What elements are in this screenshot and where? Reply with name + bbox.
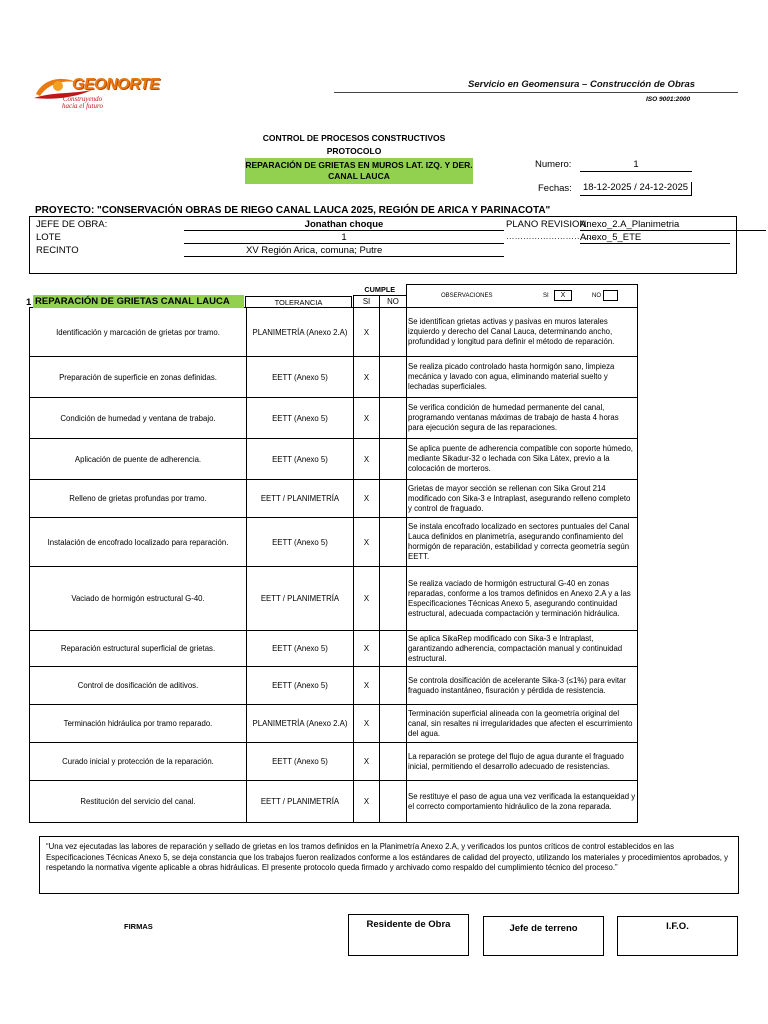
no-cell[interactable] [380,308,407,357]
closing-statement: “Una vez ejecutadas las labores de reparación y sellado de grietas en los tramos definidos en la Planimetría Anexo 2.A, y verificados los puntos críticos de control establecidos en las Especificaciones Técnicas Anexo 5, se deja constancia que los trabajos fueron realizados conforme a los estándares de calidad del proyecto, utilizando los materiales y procedimientos aprobados, y respetando la normativa vigente aplicable a obras hidráulicas. El presente protocolo queda firmado y archivado como respaldo del cumplimiento técnico del proceso.” [39,836,739,894]
firmas-label: FIRMAS [124,922,153,931]
si-cell[interactable]: X [354,567,380,631]
doc-title-line1: CONTROL DE PROCESOS CONSTRUCTIVOS [262,133,446,143]
table-row [30,781,738,823]
blank-cell [638,518,738,567]
no-cell[interactable] [380,567,407,631]
actividad-cell: Terminación hidráulica por tramo reparado. [30,705,247,743]
plano-value-2: Anexo_5_ETE [580,232,730,244]
table-row [30,631,738,667]
logo-tagline-1: Construyendo [62,95,103,103]
actividad-cell: Instalación de encofrado localizado para reparación. [30,518,247,567]
obs-si-label: SI [543,293,549,299]
residente-signature-box[interactable]: Residente de Obra [348,914,469,956]
observacion-cell: La reparación se protege del flujo de agua durante el fraguado inicial, permitiendo el desarrollo adecuado de resistencias. [407,743,638,781]
blank-cell [638,398,738,439]
actividad-cell: Reparación estructural superficial de grietas. [30,631,247,667]
obs-no-checkbox[interactable] [603,290,618,301]
blank-cell [638,781,738,823]
si-cell[interactable]: X [354,518,380,567]
blank-cell [638,667,738,705]
doc-title-line3: REPARACIÓN DE GRIETAS EN MUROS LAT. IZQ. Y DER. CANAL LAUCA [245,158,473,184]
table-row [30,743,738,781]
tolerancia-cell: EETT / PLANIMETRÍA [247,480,354,518]
no-cell[interactable] [380,705,407,743]
logo-tagline-2: hacia el futuro [62,102,103,110]
observacion-cell: Se realiza picado controlado hasta hormigón sano, limpieza mecánica y lavado con agua, eliminando material suelto y lechadas superficiales. [407,357,638,398]
lote-label: LOTE [36,232,61,243]
no-cell[interactable] [380,357,407,398]
observacion-cell: Se identifican grietas activas y pasivas en muros laterales izquierdo y derecho del Canal Lauca, determinando ancho, profundidad y longitud para definir el método de reparación. [407,308,638,357]
si-cell[interactable]: X [354,480,380,518]
table-row [30,480,738,518]
blank-header-cell [638,285,738,308]
observacion-cell: Se aplica SikaRep modificado con Sika-3 e Intraplast, garantizando adherencia, compactación manual y continuidad estructural. [407,631,638,667]
si-cell[interactable]: X [354,398,380,439]
service-title: Servicio en Geomensura – Construcción de Obras [468,79,696,90]
table-row [30,357,738,398]
ifo-signature-box[interactable]: I.F.O. [617,916,738,956]
no-cell[interactable] [380,781,407,823]
blank-cell [638,439,738,480]
tolerancia-cell: EETT (Anexo 5) [247,398,354,439]
observaciones-header [407,285,638,308]
table-row [30,567,738,631]
observacion-cell: Se controla dosificación de acelerante Sika-3 (≤1%) para evitar fraguado instantáneo, fisuración y pérdida de resistencia. [407,667,638,705]
tolerancia-cell: EETT (Anexo 5) [247,631,354,667]
table-row [30,518,738,567]
observacion-cell: Terminación superficial alineada con la geometría original del canal, sin resaltes ni irregularidades que afecten el escurrimiento del agua. [407,705,638,743]
jefe-terreno-signature-box[interactable]: Jefe de terreno [483,916,604,956]
si-header: SI [354,296,380,308]
info-box [29,216,737,274]
numero-label: Numero: [535,159,572,170]
tolerancia-cell: EETT (Anexo 5) [247,439,354,480]
cumple-header: CUMPLE [354,285,407,296]
tolerancia-cell: PLANIMETRÍA (Anexo 2.A) [247,308,354,357]
no-cell[interactable] [380,439,407,480]
observaciones-label: OBSERVACIONES [441,293,493,299]
plano-label: PLANO REVISION: [506,219,589,230]
blank-cell [638,631,738,667]
no-cell[interactable] [380,743,407,781]
no-header: NO [380,296,407,308]
doc-title-line2: PROTOCOLO [326,146,382,156]
observacion-cell: Se restituye el paso de agua una vez verificada la estanqueidad y el correcto comportamiento hidráulico de la zona reparada. [407,781,638,823]
blank-cell [638,308,738,357]
plano-value-1: Anexo_2.A_Planimetria [580,219,766,231]
blank-cell [638,357,738,398]
lote-value: 1 [184,232,504,244]
control-table [29,284,738,823]
tolerancia-cell: EETT / PLANIMETRÍA [247,567,354,631]
obs-no-label: NO [592,293,601,299]
numero-value: 1 [580,159,692,172]
blank-cell [638,743,738,781]
no-cell[interactable] [380,398,407,439]
observacion-cell: Se verifica condición de humedad permanente del canal, programando ventanas máximas de trabajo de hasta 4 horas para ejecución segura de las reparaciones. [407,398,638,439]
si-cell[interactable]: X [354,439,380,480]
observacion-cell: Grietas de mayor sección se rellenan con Sika Grout 214 modificado con Sika-3 e Intraplast, asegurando relleno completo y control de fraguado. [407,480,638,518]
observacion-cell: Se aplica puente de adherencia compatible con soporte húmedo, mediante Sikadur-32 o lechada con Sika Látex, previo a la colocación de morteros. [407,439,638,480]
blank-cell [638,705,738,743]
table-row [30,398,738,439]
table-row [30,308,738,357]
jefe-label: JEFE DE OBRA: [36,219,108,230]
blank-cell [638,567,738,631]
tolerancia-cell: EETT (Anexo 5) [247,667,354,705]
section-number: 1 [26,297,32,308]
blank-cell [638,480,738,518]
actividad-cell: Vaciado de hormigón estructural G-40. [30,567,247,631]
si-cell[interactable]: X [354,781,380,823]
no-cell[interactable] [380,480,407,518]
actividad-cell: Identificación y marcación de grietas por tramo. [30,308,247,357]
actividad-cell: Aplicación de puente de adherencia. [30,439,247,480]
recinto-value: XV Región Arica, comuna; Putre [184,245,504,257]
proyecto-title: PROYECTO: "CONSERVACIÓN OBRAS DE RIEGO CANAL LAUCA 2025, REGIÓN DE ARICA Y PARINACOTA" [35,205,551,216]
si-cell[interactable]: X [354,631,380,667]
table-row [30,439,738,480]
logo-text: GEONORTE [72,76,160,93]
tolerancia-cell: EETT (Anexo 5) [247,518,354,567]
si-cell[interactable]: X [354,705,380,743]
tolerancia-header: TOLERANCIA [245,296,352,308]
tolerancia-cell: EETT (Anexo 5) [247,743,354,781]
iso-label: ISO 9001:2000 [646,96,691,103]
si-cell[interactable]: X [354,357,380,398]
si-cell[interactable]: X [354,667,380,705]
tolerancia-cell: EETT (Anexo 5) [247,357,354,398]
table-row [30,705,738,743]
actividad-cell: Relleno de grietas profundas por tramo. [30,480,247,518]
si-cell[interactable]: X [354,743,380,781]
section-title: REPARACIÓN DE GRIETAS CANAL LAUCA [33,295,244,308]
actividad-cell: Control de dosificación de aditivos. [30,667,247,705]
fechas-value: 18-12-2025 / 24-12-2025 [580,182,692,196]
recinto-label: RECINTO [36,245,79,256]
tolerancia-cell: PLANIMETRÍA (Anexo 2.A) [247,705,354,743]
no-cell[interactable] [380,631,407,667]
actividad-cell: Restitución del servicio del canal. [30,781,247,823]
tolerancia-cell: EETT / PLANIMETRÍA [247,781,354,823]
table-row [30,667,738,705]
jefe-value: Jonathan choque [184,219,504,231]
actividad-cell: Condición de humedad y ventana de trabajo. [30,398,247,439]
logo-tagline [62,96,103,110]
header-divider [334,92,738,93]
observacion-cell: Se realiza vaciado de hormigón estructural G-40 en zonas reparadas, conforme a los tramos definidos en Anexo 2.A y a las Especificaciones Técnicas Anexo 5, asegurando continuidad estructural, adecuada compactación y terminación hidráulica. [407,567,638,631]
si-cell[interactable]: X [354,308,380,357]
observacion-cell: Se instala encofrado localizado en sectores puntuales del Canal Lauca definidos en planimetría, asegurando confinamiento del hormigón de reparación, estabilidad y correcta geometría según EETT. [407,518,638,567]
obs-si-checkbox[interactable]: X [554,290,572,301]
no-cell[interactable] [380,667,407,705]
plano-dots: …………………………… [506,231,600,241]
no-cell[interactable] [380,518,407,567]
actividad-cell: Curado inicial y protección de la reparación. [30,743,247,781]
fechas-label: Fechas: [538,183,572,194]
actividad-cell: Preparación de superficie en zonas definidas. [30,357,247,398]
